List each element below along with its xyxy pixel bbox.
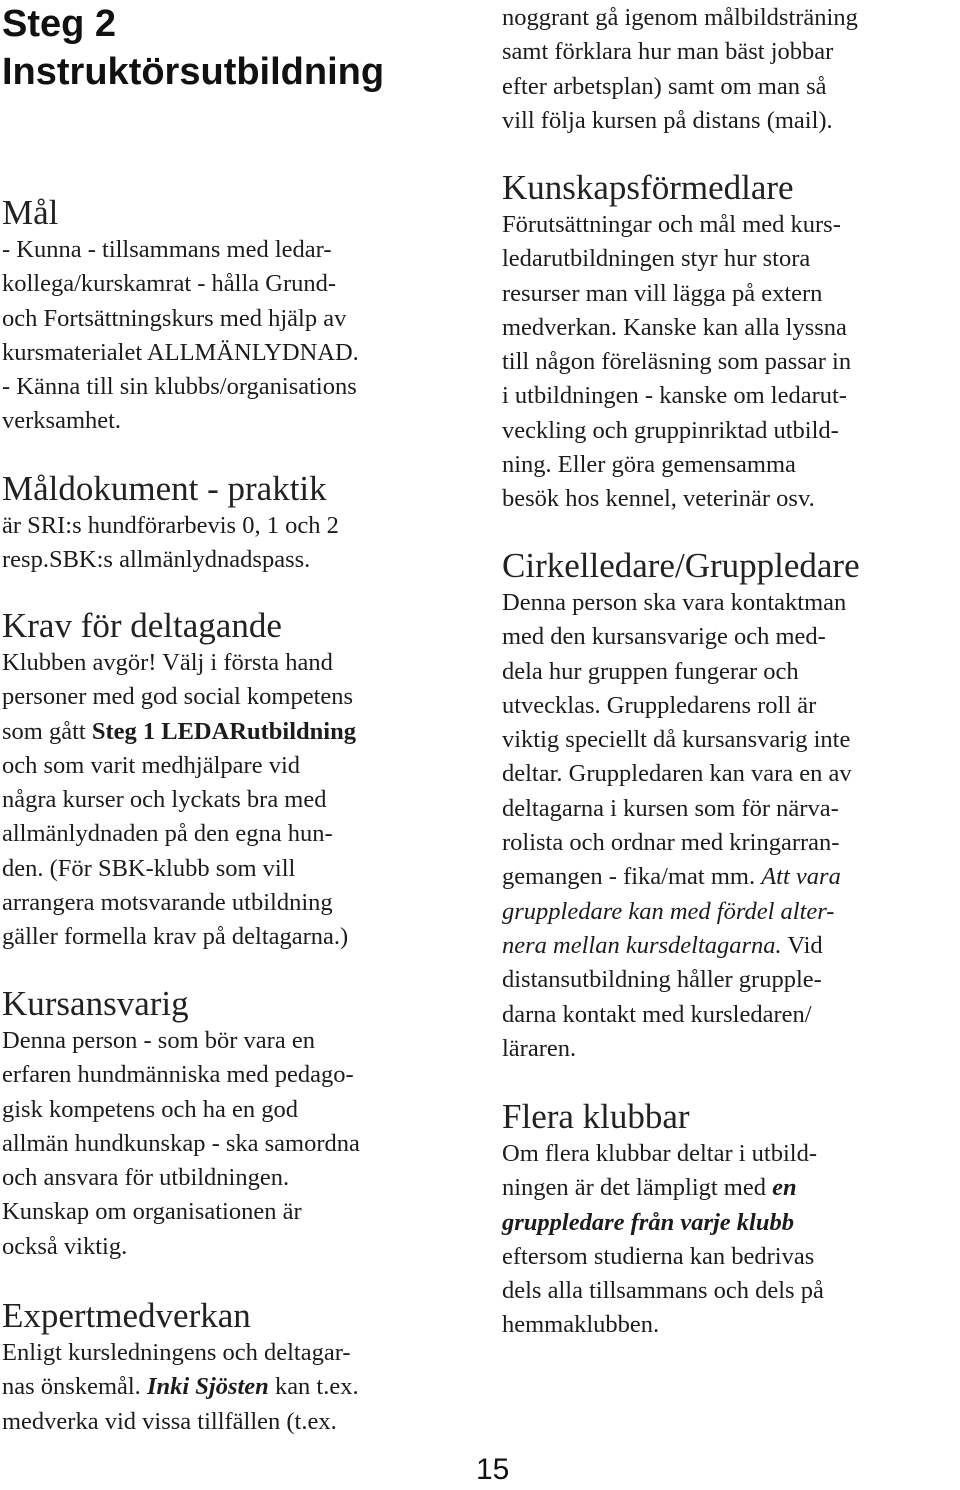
expert-text-b: kan t.ex. medverka vid vissa tillfällen (t.ex. bbox=[2, 1373, 359, 1435]
krav-text-b: och som varit medhjälpare vid några kurser och lyckats bra med allmänlydnaden på den egna hun- den. (För SBK-klubb som vill arrangera motsvarande utbildning gäller formella krav på deltagarna.) bbox=[2, 751, 349, 951]
text-kursansvarig: Denna person - som bör vara en erfaren hundmänniska med pedago- gisk kompetens och ha en god allmän hundkunskap - ska samordna och ansvara för utbildningen. Kunskap om organisationen är också viktig. bbox=[2, 1027, 360, 1260]
section-maldokument bbox=[2, 469, 472, 578]
section-cirkel bbox=[502, 546, 958, 1066]
krav-text-a: Klubben avgör! Välj i första hand personer med god social kompetens som gått bbox=[2, 649, 354, 745]
heading-kunskap: Kunskapsförmedlare bbox=[502, 168, 794, 207]
cirkel-text-a: Denna person ska vara kontaktman med den kursansvarige och med- dela hur gruppen fungerar och utvecklas. Gruppledarens roll är viktig speciellt då kursansvarig inte deltar. Gruppledaren kan vara en av deltagarna i kursen som för närva- rolista och ordnar med kringarran- gemangen - fika/mat mm. bbox=[502, 589, 852, 891]
page-number: 15 bbox=[476, 1453, 510, 1486]
section-expert bbox=[2, 1296, 472, 1439]
expert-text-a: Enligt kursledningens och deltagar- nas önskemål. bbox=[2, 1339, 351, 1401]
cirkel-text-b: Vid distansutbildning håller grupple- darna kontakt med kursledaren/ läraren. bbox=[502, 931, 823, 1062]
cirkel-italic: Att vara gruppledare kan med fördel alter- nera mellan kursdeltagarna. bbox=[502, 863, 841, 959]
section-kunskap bbox=[502, 168, 958, 517]
heading-flera: Flera klubbar bbox=[502, 1097, 690, 1136]
heading-mal: Mål bbox=[2, 193, 59, 232]
expert-name: Inki Sjösten bbox=[146, 1373, 269, 1401]
document-title bbox=[2, 0, 472, 96]
flera-text-b: eftersom studierna kan bedrivas dels alla tillsammans och dels på hemmaklubben. bbox=[502, 1242, 824, 1339]
krav-bold: Steg 1 LEDARutbildning bbox=[91, 717, 356, 745]
heading-cirkel: Cirkelledare/Gruppledare bbox=[502, 546, 860, 585]
section-intro bbox=[502, 1, 958, 138]
text-intro: noggrant gå igenom målbildsträning samt förklara hur man bäst jobbar efter arbetsplan) samt om man så vill följa kursen på distans (mail). bbox=[502, 4, 858, 134]
heading-kursansvarig: Kursansvarig bbox=[2, 984, 189, 1023]
text-maldokument: är SRI:s hundförarbevis 0, 1 och 2 resp.SBK:s allmänlydnadspass. bbox=[2, 512, 339, 574]
section-mal bbox=[2, 193, 472, 439]
title-line-1: Steg 2 bbox=[2, 3, 117, 45]
section-kursansvarig bbox=[2, 984, 472, 1264]
left-column bbox=[2, 0, 472, 1435]
flera-text-a: Om flera klubbar deltar i utbild- ningen är det lämpligt med bbox=[502, 1140, 817, 1202]
text-expert bbox=[2, 1336, 472, 1439]
heading-expert: Expertmedverkan bbox=[2, 1296, 251, 1335]
section-krav bbox=[2, 606, 472, 955]
section-flera bbox=[502, 1097, 958, 1343]
text-cirkel bbox=[502, 586, 958, 1066]
text-mal: - Kunna - tillsammans med ledar- kollega/kurskamrat - hålla Grund- och Fortsättningskurs med hjälp av kursmaterialet ALLMÄNLYDNAD. - Känna till sin klubbs/organisations verksamhet. bbox=[2, 236, 359, 435]
flera-bold-italic: en gruppledare från varje klubb bbox=[502, 1174, 797, 1236]
heading-krav: Krav för deltagande bbox=[2, 606, 282, 645]
text-flera bbox=[502, 1137, 958, 1343]
text-kunskap: Förutsättningar och mål med kurs- ledarutbildningen styr hur stora resurser man vill lägga på extern medverkan. Kanske kan alla lyssna till någon föreläsning som passar in i utbildningen - kanske om ledarut- veckling och gruppinriktad utbild- ning. Eller göra gemensamma besök hos kennel, veterinär osv. bbox=[502, 211, 852, 513]
title-line-2: Instruktörsutbildning bbox=[2, 51, 385, 93]
heading-maldokument: Måldokument - praktik bbox=[2, 469, 327, 508]
text-krav bbox=[2, 646, 472, 955]
